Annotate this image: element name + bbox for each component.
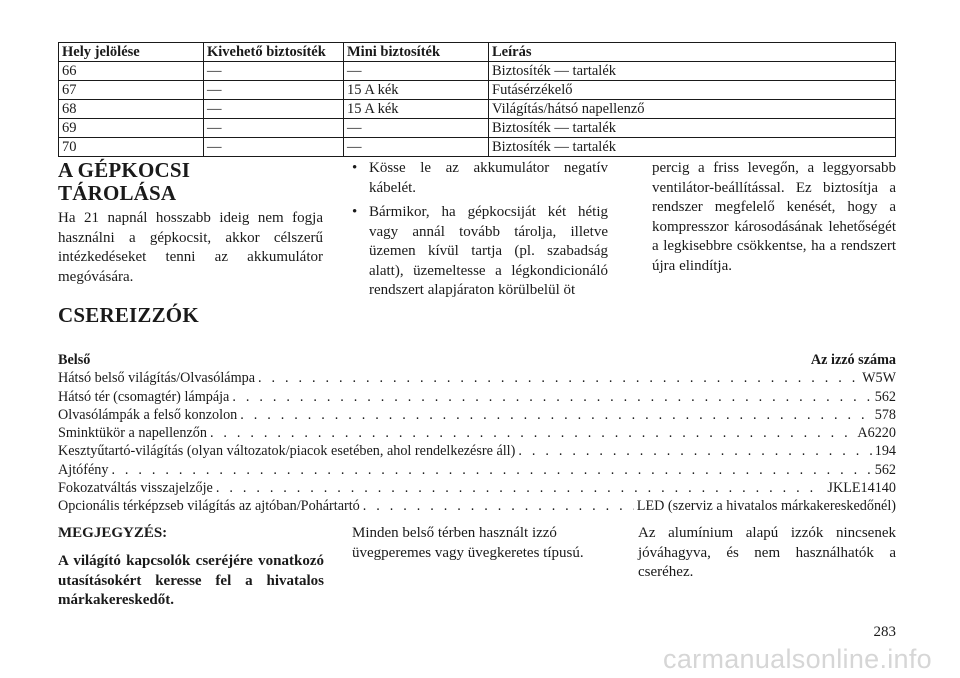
- dot-leader: [518, 442, 871, 460]
- cell-mini-fuse: 15 A kék: [344, 100, 489, 119]
- header-location: Hely jelölése: [59, 43, 204, 62]
- bulbs-section-title: CSEREIZZÓK: [58, 303, 199, 327]
- bullet-text: Kösse le az akkumulátor negatív kábelét.: [369, 160, 608, 196]
- storage-intro-text: Ha 21 napnál hosszabb ideig nem fogja használni a gépkocsit, akkor célszerű intézkedéseket tenni az akkumulátor megóvására.: [58, 210, 323, 285]
- cell-location: 69: [59, 119, 204, 138]
- header-cartridge-fuse: Kivehető biztosíték: [204, 43, 344, 62]
- bulb-list-header: [58, 351, 896, 369]
- cell-cartridge-fuse: —: [204, 100, 344, 119]
- dot-leader: [111, 461, 871, 479]
- bulb-number: LED (szerviz a hivatalos márkakereskedőnél): [636, 498, 896, 515]
- bulb-name: Kesztyűtartó-világítás (olyan változatok/piacok esetében, ahol rendelkezésre áll): [58, 443, 516, 460]
- dot-leader: [363, 497, 634, 515]
- cell-description: Biztosíték — tartalék: [489, 62, 896, 81]
- cell-cartridge-fuse: —: [204, 62, 344, 81]
- bulb-number: JKLE14140: [827, 480, 896, 497]
- table-row: [59, 138, 896, 157]
- list-item: [352, 159, 608, 198]
- list-item: [58, 406, 896, 424]
- list-item: [58, 442, 896, 460]
- note-title: MEGJEGYZÉS:: [58, 525, 168, 541]
- cell-description: Biztosíték — tartalék: [489, 119, 896, 138]
- list-item: [58, 388, 896, 406]
- dot-leader: [210, 424, 854, 442]
- table-row: [59, 81, 896, 100]
- bulb-name: Opcionális térképzseb világítás az ajtóban/Pohártartó: [58, 498, 360, 515]
- list-item: [58, 479, 896, 497]
- table-row: [59, 119, 896, 138]
- bulb-number: 562: [874, 388, 896, 405]
- bulb-number: 194: [874, 443, 896, 460]
- bulb-number: 578: [874, 406, 896, 423]
- bullet-icon: •: [352, 160, 358, 176]
- cell-location: 66: [59, 62, 204, 81]
- bulb-list: [58, 351, 896, 516]
- cell-cartridge-fuse: —: [204, 119, 344, 138]
- bulb-name: Olvasólámpák a felső konzolon: [58, 406, 238, 423]
- bulb-header-location: Belső: [58, 352, 91, 368]
- dot-leader: [240, 406, 871, 424]
- cell-mini-fuse: 15 A kék: [344, 81, 489, 100]
- bulb-header-number: Az izzó száma: [810, 352, 896, 368]
- bulb-number: 562: [874, 461, 896, 478]
- storage-title-line1: A GÉPKOCSI: [58, 158, 191, 182]
- cell-cartridge-fuse: —: [204, 138, 344, 157]
- note-right-text: Az alumínium alapú izzók nincsenek jóváhagyva, és nem használhatók a cseréhez.: [638, 525, 896, 580]
- cell-mini-fuse: —: [344, 119, 489, 138]
- fuse-table-header: [59, 43, 896, 62]
- watermark: carmanualsonline.info: [663, 644, 932, 674]
- cell-cartridge-fuse: —: [204, 81, 344, 100]
- storage-section-title: [58, 159, 298, 205]
- bulb-name: Fokozatváltás visszajelzője: [58, 480, 213, 497]
- list-item: [58, 461, 896, 479]
- list-item: [58, 497, 896, 515]
- storage-continuation-text: percig a friss levegőn, a leggyorsabb ventilátor-beállítással. Ez biztosítja a rendszer megfelelő kenését, hogy a kompresszor károsodásának lehetőségét a legkisebbre csökkentse, ha a rendszert újra elindítja.: [652, 160, 896, 274]
- list-item: [58, 369, 896, 387]
- fuse-table: [58, 42, 896, 157]
- storage-bullet-list: [352, 159, 608, 306]
- dot-leader: [258, 369, 859, 387]
- bullet-icon: •: [352, 204, 358, 220]
- page-number: 283: [873, 624, 896, 640]
- dot-leader: [216, 479, 825, 497]
- list-item: [352, 203, 608, 301]
- cell-mini-fuse: —: [344, 62, 489, 81]
- cell-mini-fuse: —: [344, 138, 489, 157]
- bulb-name: Ajtófény: [58, 461, 109, 478]
- cell-description: Futásérzékelő: [489, 81, 896, 100]
- bullet-text: Bármikor, ha gépkocsiját két hétig vagy annál tovább tárolja, illetve üzemen kívül tartja (pl. szabadság alatt), üzemeltesse a légkondicionáló rendszert alapjáraton körülbelül öt: [369, 204, 608, 298]
- cell-location: 68: [59, 100, 204, 119]
- cell-location: 70: [59, 138, 204, 157]
- cell-location: 67: [59, 81, 204, 100]
- header-mini-fuse: Mini biztosíték: [344, 43, 489, 62]
- header-description: Leírás: [489, 43, 896, 62]
- note-body: A világító kapcsolók cseréjére vonatkozó utasításokért keresse fel a hivatalos márkakereskedőt.: [58, 553, 324, 608]
- bulb-name: Hátsó belső világítás/Olvasólámpa: [58, 370, 256, 387]
- bulb-number: A6220: [857, 425, 896, 442]
- bulb-number: W5W: [862, 370, 896, 387]
- bulb-name: Sminktükör a napellenzőn: [58, 425, 207, 442]
- cell-description: Világítás/hátsó napellenző: [489, 100, 896, 119]
- table-row: [59, 100, 896, 119]
- note-middle-text: Minden belső térben használt izzó üvegperemes vagy üvegkeretes típusú.: [352, 525, 584, 561]
- cell-description: Biztosíték — tartalék: [489, 138, 896, 157]
- table-row: [59, 62, 896, 81]
- bulb-name: Hátsó tér (csomagtér) lámpája: [58, 388, 230, 405]
- list-item: [58, 424, 896, 442]
- storage-title-line2: TÁROLÁSA: [58, 181, 177, 205]
- dot-leader: [232, 388, 871, 406]
